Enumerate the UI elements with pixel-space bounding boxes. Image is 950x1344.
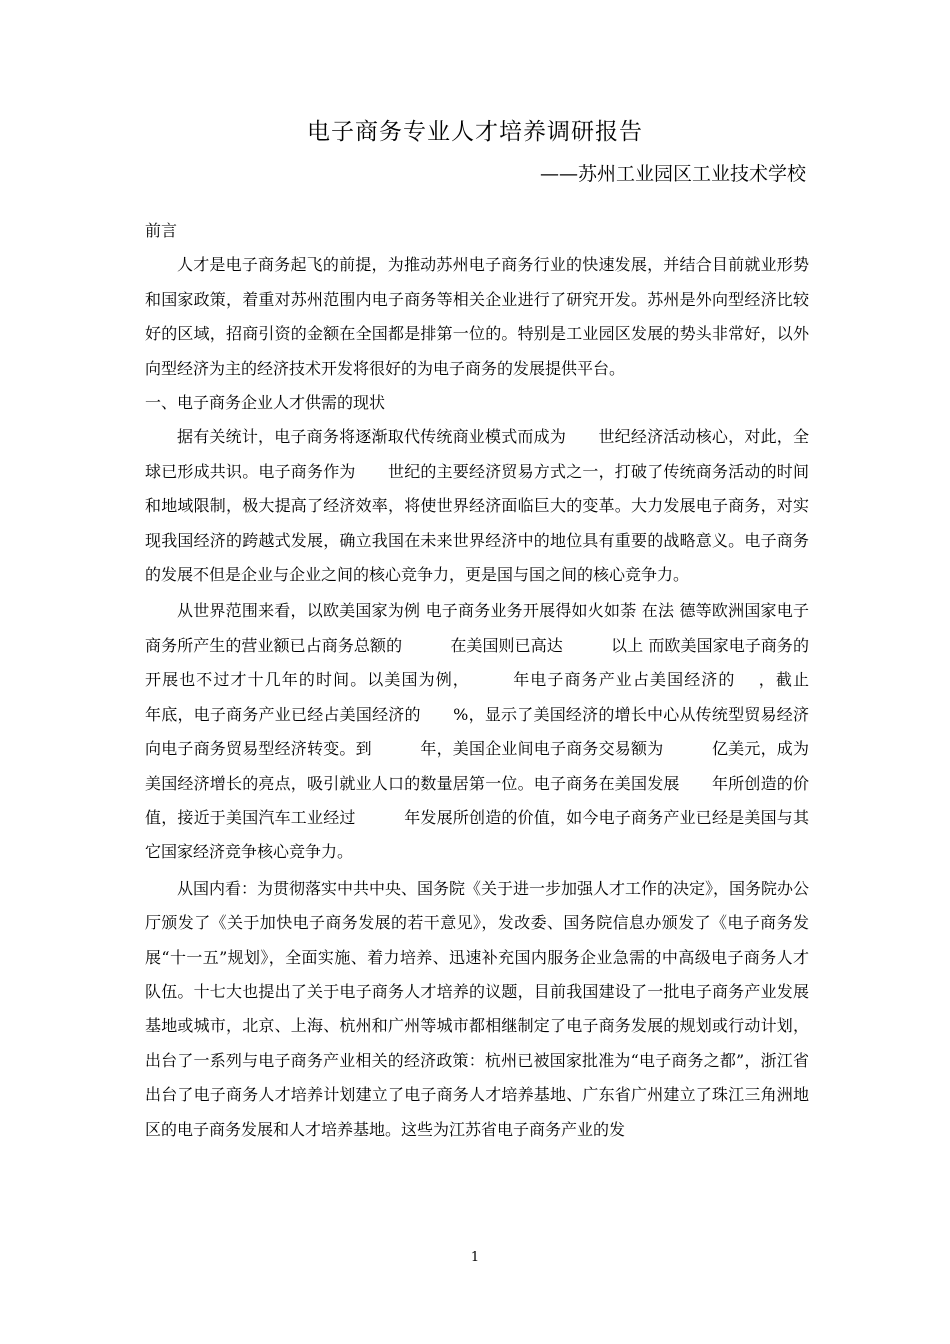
section-heading-1: 一、电子商务企业人才供需的现状: [145, 393, 386, 413]
section-heading-preface: 前言: [145, 221, 178, 240]
paragraph-2: 从世界范围来看，以欧美国家为例 电子商务业务开展得如火如荼 在法 德等欧洲国家电子商务所产生的营业额已占商务总额的 在美国则已高达 以上 而欧美国家电子商务的开展也不过才十几年的时间。以美国为例， 年电子商务产业占美国经济的 ，截止 年底，电子商务产业已经占美国经济的 %，显示了美国经济的增长中心从传统型贸易经济向电子商务贸易型经济转变。到 年，美国企业间电子商务交易额为 亿美元，成为美国经济增长的亮点，吸引就业人口的数量居第一位。电子商务在美国发展 年所创造的价值，接近于美国汽车工业经过 年发展所创造的价值，如今电子商务产业已经是美国与其它国家经济竞争核心竞争力。: [145, 601, 858, 862]
document-body: [145, 214, 858, 1147]
paragraph-preface: 人才是电子商务起飞的前提，为推动苏州电子商务行业的快速发展，并结合目前就业形势和国家政策，着重对苏州范围内电子商务等相关企业进行了研究开发。苏州是外向型经济比较好的区域，招商引资的金额在全国都是排第一位的。特别是工业园区发展的势头非常好，以外向型经济为主的经济技术开发将很好的为电子商务的发展提供平台。: [145, 255, 809, 378]
page-number: 1: [470, 1250, 480, 1265]
paragraph-3: 从国内看：为贯彻落实中共中央、国务院《关于进一步加强人才工作的决定》，国务院办公厅颁发了《关于加快电子商务发展的若干意见》，发改委、国务院信息办颁发了《电子商务发展“十一五”规划》，全面实施、着力培养、迅速补充国内服务企业急需的中高级电子商务人才队伍。十七大也提出了关于电子商务人才培养的议题，目前我国建设了一批电子商务产业发展基地或城市，北京、上海、杭州和广州等城市都相继制定了电子商务发展的规划或行动计划，出台了一系列与电子商务产业相关的经济政策：杭州已被国家批准为“电子商务之都”，浙江省出台了电子商务人才培养计划建立了电子商务人才培养基地、广东省广州建立了珠江三角洲地区的电子商务发展和人才培养基地。这些为江苏省电子商务产业的发: [145, 878, 810, 1139]
document-subtitle: ——苏州工业园区工业技术学校: [539, 163, 806, 185]
paragraph-1: 据有关统计，电子商务将逐渐取代传统商业模式而成为 世纪经济活动核心，对此，全球已形成共识。电子商务作为 世纪的主要经济贸易方式之一，打破了传统商务活动的时间和地域限制，极大提高了经济效率，将使世界经济面临巨大的变革。大力发展电子商务，对实现我国经济的跨越式发展，确立我国在未来世界经济中的地位具有重要的战略意义。电子商务的发展不但是企业与企业之间的核心竞争力，更是国与国之间的核心竞争力。: [145, 427, 809, 585]
document-title: 电子商务专业人才培养调研报告: [307, 119, 643, 145]
